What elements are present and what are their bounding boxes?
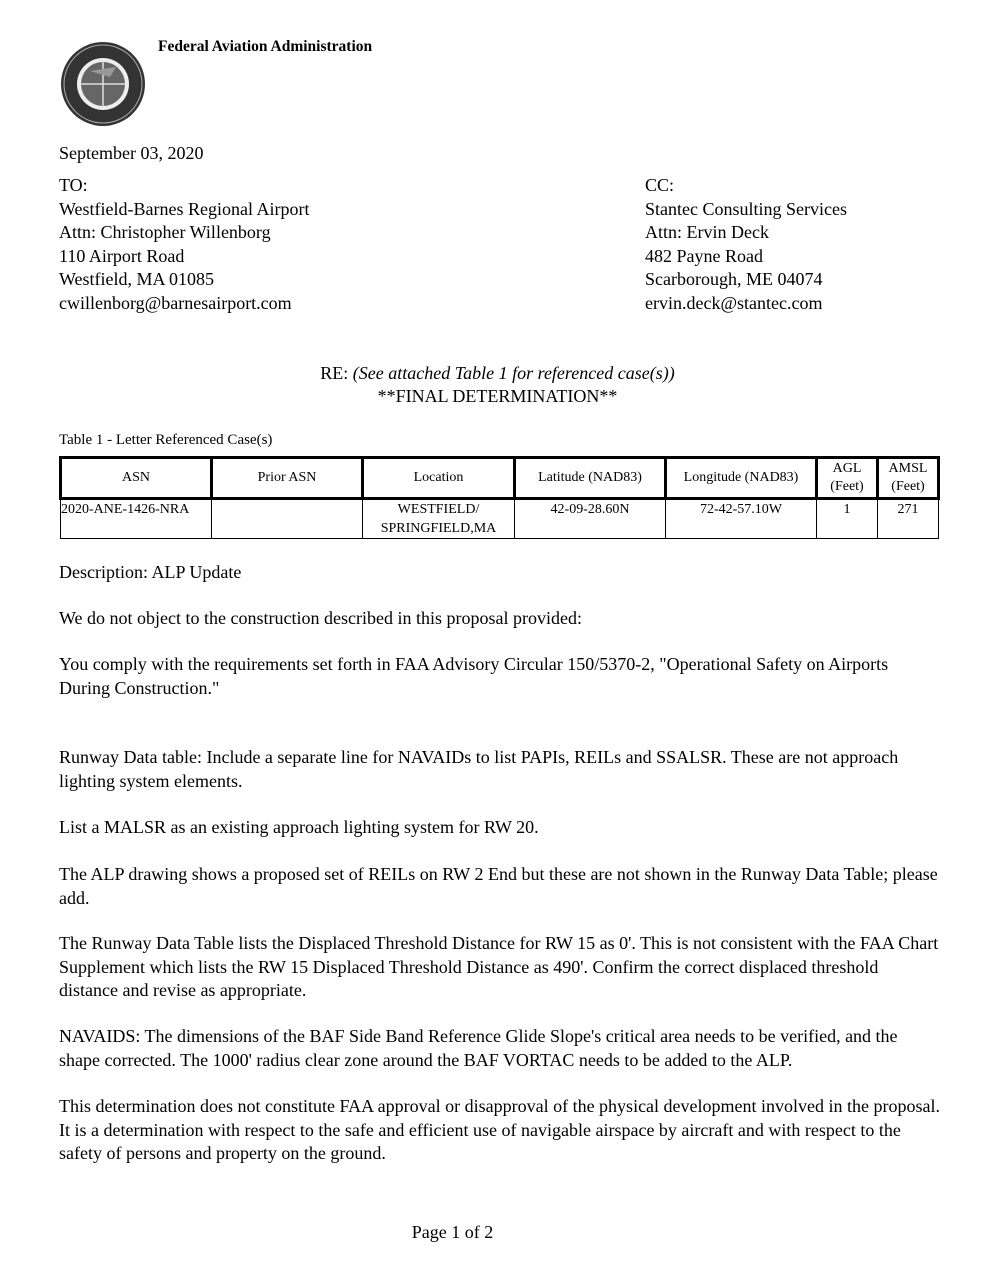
header-cell: Latitude (NAD83) [515, 458, 666, 499]
paragraph: The Runway Data Table lists the Displaced Threshold Distance for RW 15 as 0'. This is not consistent with the FAA Chart Supplement which lists the RW 15 Displaced Threshold Distance as 490'. Confirm the correct displaced threshold distance and revise as appropriate. [59, 933, 939, 1000]
paragraph: The ALP drawing shows a proposed set of REILs on RW 2 End but these are not shown in the Runway Data Table; please add. [59, 864, 938, 908]
agl-cell: 1 [817, 499, 878, 539]
to-line: Westfield, MA 01085 [59, 269, 215, 289]
table-header-row [61, 458, 939, 499]
paragraph: Runway Data table: Include a separate line for NAVAIDs to list PAPIs, REILs and SSALSR. These are not approach lighting system elements. [59, 747, 899, 791]
header-cell: Location [363, 458, 515, 499]
cc-line: Stantec Consulting Services [645, 198, 847, 219]
cc-address-block [645, 174, 847, 315]
page-number: Page 1 of 2 [411, 1222, 494, 1242]
paragraph: List a MALSR as an existing approach lighting system for RW 20. [59, 817, 539, 837]
paragraph: You comply with the requirements set forth in FAA Advisory Circular 150/5370-2, "Operational Safety on Airports During Construction." [59, 654, 889, 698]
paragraph-description: Description: ALP Update [59, 562, 242, 582]
longitude-cell: 72-42-57.10W [666, 499, 817, 539]
re-text: (See attached Table 1 for referenced case(s)) [352, 363, 675, 383]
header-cell: AMSL (Feet) [878, 458, 939, 499]
cc-line: Attn: Ervin Deck [645, 222, 769, 242]
to-email: cwillenborg@barnesairport.com [59, 292, 292, 313]
paragraph: NAVAIDS: The dimensions of the BAF Side Band Reference Glide Slope's critical area needs to be verified, and the shape corrected. The 1000' radius clear zone around the BAF VORTAC needs to be added to the ALP. [59, 1026, 898, 1070]
faa-seal-logo [60, 41, 146, 127]
agency-name: Federal Aviation Administration [158, 38, 373, 55]
header-cell: AGL (Feet) [817, 458, 878, 499]
paragraph: We do not object to the construction described in this proposal provided: [59, 608, 582, 628]
re-line [0, 362, 995, 386]
prior-asn-cell [212, 499, 363, 539]
cc-email: ervin.deck@stantec.com [645, 292, 823, 313]
re-label: RE: [320, 363, 349, 383]
to-line: Attn: Christopher Willenborg [59, 222, 271, 242]
to-label: TO: [59, 175, 88, 195]
referenced-cases-table [59, 456, 940, 539]
cc-line: Scarborough, ME 04074 [645, 269, 823, 289]
cc-label: CC: [645, 175, 675, 195]
amsl-cell: 271 [878, 499, 939, 539]
asn-cell: 2020-ANE-1426-NRA [61, 499, 212, 539]
location-cell: WESTFIELD/ SPRINGFIELD,MA [363, 499, 515, 539]
cc-line: 482 Payne Road [645, 245, 763, 266]
paragraph: This determination does not constitute FAA approval or disapproval of the physical development involved in the proposal. It is a determination with respect to the safe and efficient use of navigable airspace by aircraft and with respect to the safety of persons and property on the ground. [59, 1096, 940, 1163]
latitude-cell: 42-09-28.60N [515, 499, 666, 539]
table-row [61, 499, 939, 539]
letter-date: September 03, 2020 [59, 143, 204, 163]
to-address-block [59, 174, 310, 315]
to-line: 110 Airport Road [59, 245, 185, 266]
table-caption: Table 1 - Letter Referenced Case(s) [59, 432, 273, 448]
final-determination-heading: **FINAL DETERMINATION** [377, 386, 618, 406]
to-line: Westfield-Barnes Regional Airport [59, 198, 310, 219]
header-cell: ASN [61, 458, 212, 499]
header-cell: Prior ASN [212, 458, 363, 499]
header-cell: Longitude (NAD83) [666, 458, 817, 499]
